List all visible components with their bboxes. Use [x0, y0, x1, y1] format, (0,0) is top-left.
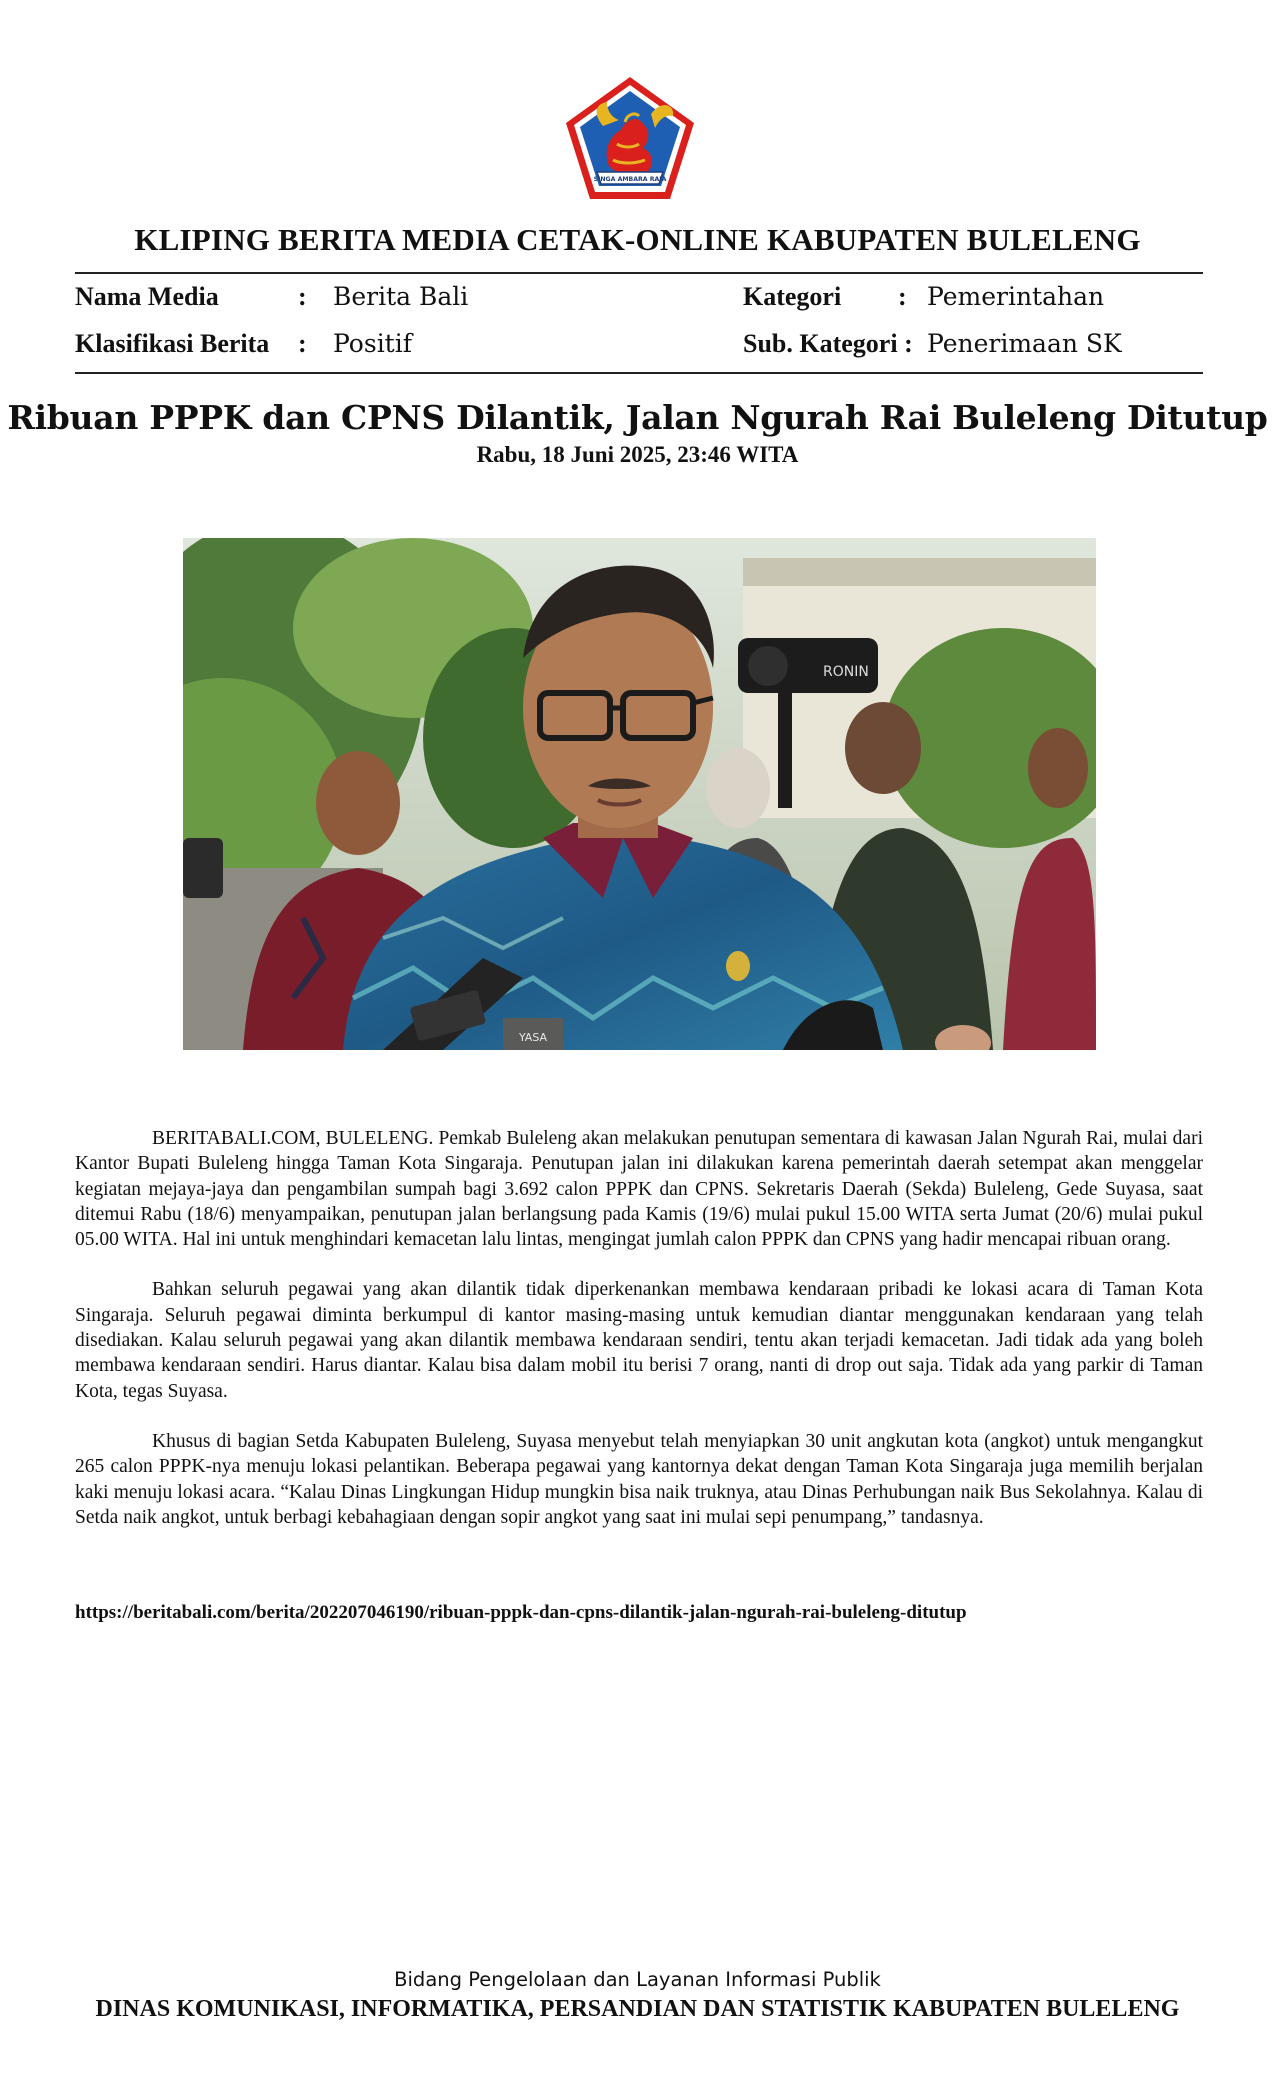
kategori-label: Kategori	[743, 282, 842, 311]
clipping-header-title: KLIPING BERITA MEDIA CETAK-ONLINE KABUPATEN BULELENG	[134, 222, 1141, 257]
article-date: Rabu, 18 Juni 2025, 23:46 WITA	[476, 442, 799, 467]
footer-department: Bidang Pengelolaan dan Layanan Informasi Publik	[394, 1968, 881, 1991]
footer-agency: DINAS KOMUNIKASI, INFORMATIKA, PERSANDIAN DAN STATISTIK KABUPATEN BULELENG	[95, 1996, 1180, 2022]
article-photo	[183, 538, 1096, 1050]
klasifikasi-berita-value: Positif	[333, 329, 412, 358]
crest-caption: SINGA AMBARA RAJA	[593, 176, 667, 183]
sub-kategori-value: Penerimaan SK	[927, 329, 1122, 358]
nama-media-colon: :	[298, 282, 307, 311]
klasifikasi-berita-colon: :	[298, 329, 307, 358]
source-url-link[interactable]: https://beritabali.com/berita/202207046190/ribuan-pppk-dan-cpns-dilantik-jalan-ngurah-rai-buleleng-ditutup	[75, 1602, 967, 1623]
klasifikasi-berita-label: Klasifikasi Berita	[75, 329, 270, 358]
article-paragraph-1: BERITABALI.COM, BULELENG. Pemkab Buleleng akan melakukan penutupan sementara di kawasan Jalan Ngurah Rai, mulai dari Kantor Bupati Buleleng hingga Taman Kota Singaraja. Penutupan jalan ini dilakukan karena pemerintah daerah setempat akan menggelar kegiatan mejaya-jaya dan pengambilan sumpah bagi 3.692 calon PPPK dan CPNS. Sekretaris Daerah (Sekda) Buleleng, Gede Suyasa, saat ditemui Rabu (18/6) menyampaikan, penutupan jalan berlangsung pada Kamis (19/6) mulai pukul 15.00 WITA serta Jumat (20/6) mulai pukul 05.00 WITA. Hal ini untuk menghindari kemacetan lalu lintas, mengingat jumlah calon PPPK dan CPNS yang hadir mencapai ribuan orang.	[75, 1128, 1203, 1251]
kategori-colon: :	[898, 282, 907, 311]
nama-media-label: Nama Media	[75, 282, 219, 311]
article-body	[75, 1126, 1203, 1555]
header-divider-top	[75, 272, 1203, 274]
article-title: Ribuan PPPK dan CPNS Dilantik, Jalan Ngurah Rai Buleleng Ditutup	[7, 398, 1268, 437]
gimbal-brand-text: RONIN	[823, 664, 869, 680]
article-paragraph-3: Khusus di bagian Setda Kabupaten Buleleng, Suyasa menyebut telah menyiapkan 30 unit angkutan kota (angkot) untuk mengangkut 265 calon PPPK-nya menuju lokasi pelantikan. Beberapa pegawai yang kantornya dekat dengan Taman Kota Singaraja juga memilih berjalan kaki menuju lokasi acara. “Kalau Dinas Lingkungan Hidup mungkin bisa naik truknya, atau Dinas Perhubungan naik Bus Sekolahnya. Kalau di Setda naik angkot, untuk berbagi kebahagiaan dengan sopir angkot yang saat ini mulai sepi penumpang,” tandasnya.	[75, 1430, 1203, 1528]
kabupaten-buleleng-logo	[563, 74, 697, 202]
singa-ambara-raja-crest-icon	[563, 74, 697, 202]
kategori-value: Pemerintahan	[927, 282, 1105, 311]
header-divider-bottom	[75, 372, 1203, 374]
sub-kategori-label: Sub. Kategori :	[743, 329, 913, 358]
photo-mic-badge: YASA	[518, 1031, 548, 1044]
nama-media-value: Berita Bali	[333, 282, 469, 311]
article-paragraph-2: Bahkan seluruh pegawai yang akan dilantik tidak diperkenankan membawa kendaraan pribadi ke lokasi acara di Taman Kota Singaraja. Seluruh pegawai diminta berkumpul di kantor masing-masing untuk kemudian diantar menggunakan kendaraan yang telah disediakan. Kalau seluruh pegawai yang akan dilantik membawa kendaraan sendiri, tentu akan terjadi kemacetan. Jadi tidak ada yang boleh membawa kendaraan sendiri. Harus diantar. Kalau bisa dalam mobil itu berisi 7 orang, nanti di drop out saja. Tidak ada yang parkir di Taman Kota, tegas Suyasa.	[75, 1279, 1203, 1402]
